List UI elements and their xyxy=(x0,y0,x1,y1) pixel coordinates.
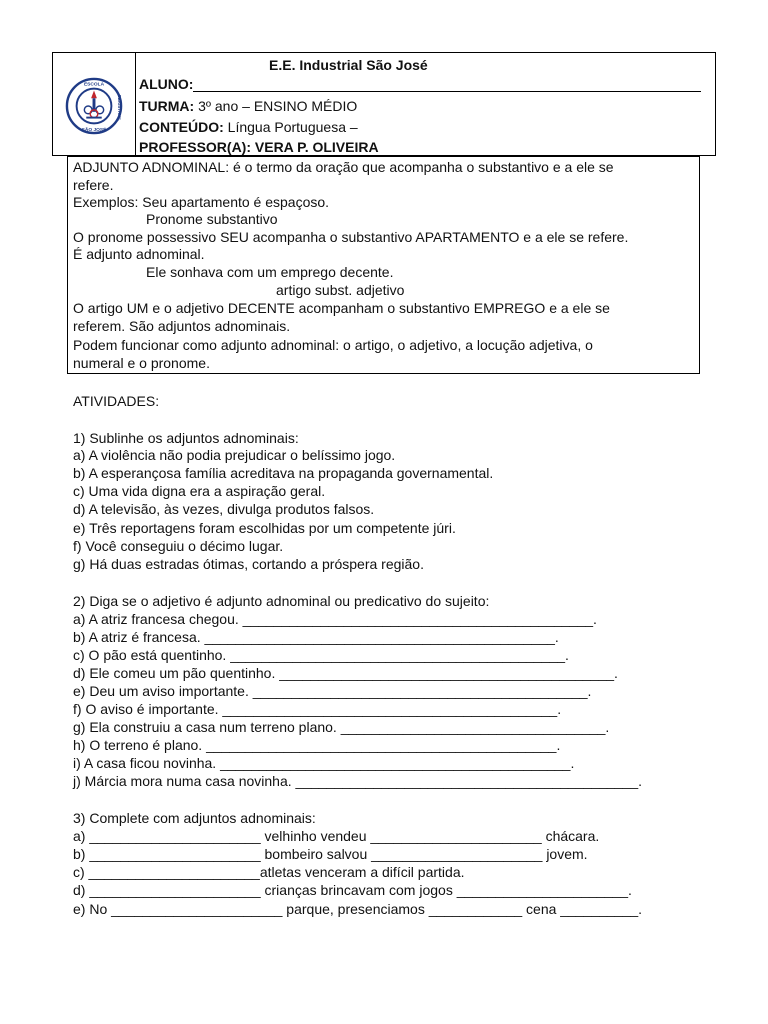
q3-item[interactable]: d) ______________________ crianças brincavam com jogos ______________________. xyxy=(73,882,632,898)
q3-item[interactable]: e) No ______________________ parque, presenciamos ____________ cena __________. xyxy=(73,901,643,917)
q2-item[interactable]: f) O aviso é importante. ___________________________________________. xyxy=(73,701,562,717)
theory-line: O artigo UM e o adjetivo DECENTE acompanham o substantivo EMPREGO e a ele se xyxy=(73,300,610,316)
q1-item: g) Há duas estradas ótimas, cortando a próspera região. xyxy=(73,556,424,572)
q3-item[interactable]: a) ______________________ velhinho vendeu ______________________ chácara. xyxy=(73,828,600,844)
q2-item[interactable]: a) A atriz francesa chegou. _____________________________________________. xyxy=(73,611,597,627)
svg-text:ESCOLA: ESCOLA xyxy=(83,82,105,88)
q2-item[interactable]: d) Ele comeu um pão quentinho. ___________________________________________. xyxy=(73,665,618,681)
school-logo-icon xyxy=(65,77,123,135)
q1-item: d) A televisão, às vezes, divulga produtos falsos. xyxy=(73,501,375,517)
theory-line: Exemplos: Seu apartamento é espaçoso. xyxy=(73,194,330,210)
theory-line: referem. São adjuntos adnominais. xyxy=(73,318,291,334)
q2-prompt: 2) Diga se o adjetivo é adjunto adnominal ou predicativo do sujeito: xyxy=(73,593,490,609)
header-table xyxy=(52,52,716,156)
q2-item[interactable]: h) O terreno é plano. _____________________________________________. xyxy=(73,737,561,753)
q3-item[interactable]: c) ______________________atletas venceram a difícil partida. xyxy=(73,864,465,880)
q3-prompt: 3) Complete com adjuntos adnominais: xyxy=(73,810,316,826)
q1-prompt: 1) Sublinhe os adjuntos adnominais: xyxy=(73,430,299,446)
turma-label: TURMA: xyxy=(139,98,195,114)
theory-line: Pronome substantivo xyxy=(146,211,278,227)
theory-line: O pronome possessivo SEU acompanha o substantivo APARTAMENTO e a ele se refere. xyxy=(73,229,629,245)
turma-value: 3º ano – ENSINO MÉDIO xyxy=(194,98,358,114)
q1-item: c) Uma vida digna era a aspiração geral. xyxy=(73,483,326,499)
theory-line: Podem funcionar como adjunto adnominal: o artigo, o adjetivo, a locução adjetiva, o xyxy=(73,337,593,353)
svg-text:INDUSTRIAL: INDUSTRIAL xyxy=(117,94,123,122)
q2-item[interactable]: i) A casa ficou novinha. _____________________________________________. xyxy=(73,755,575,771)
activities-title: ATIVIDADES: xyxy=(73,393,160,409)
conteudo-line xyxy=(139,119,358,135)
theory-line: numeral e o pronome. xyxy=(73,355,210,371)
q1-item: b) A esperançosa família acreditava na propaganda governamental. xyxy=(73,465,494,481)
q2-item[interactable]: j) Márcia mora numa casa novinha. ____________________________________________. xyxy=(73,773,643,789)
q2-item[interactable]: b) A atriz é francesa. _____________________________________________. xyxy=(73,629,559,645)
q2-item[interactable]: e) Deu um aviso importante. ___________________________________________. xyxy=(73,683,592,699)
conteudo-value: Língua Portuguesa – xyxy=(223,119,358,135)
theory-line: ADJUNTO ADNOMINAL: é o termo da oração que acompanha o substantivo e a ele se xyxy=(73,159,614,175)
q1-item: e) Três reportagens foram escolhidas por um competente júri. xyxy=(73,520,456,536)
school-name: E.E. Industrial São José xyxy=(269,57,428,73)
conteudo-label: CONTEÚDO: xyxy=(139,119,224,135)
aluno-blank[interactable] xyxy=(193,78,701,92)
theory-line: É adjunto adnominal. xyxy=(73,246,205,262)
professor-label: PROFESSOR(A): VERA P. OLIVEIRA xyxy=(139,139,379,155)
q1-item: f) Você conseguiu o décimo lugar. xyxy=(73,538,284,554)
turma-line xyxy=(139,98,357,114)
q2-item[interactable]: c) O pão está quentinho. ___________________________________________. xyxy=(73,647,569,663)
professor-line xyxy=(139,139,379,155)
aluno-line xyxy=(139,76,701,92)
q3-item[interactable]: b) ______________________ bombeiro salvou ______________________ jovem. xyxy=(73,846,588,862)
theory-line: Ele sonhava com um emprego decente. xyxy=(146,264,394,280)
aluno-label: ALUNO: xyxy=(139,76,194,92)
svg-text:SÃO JOSÉ: SÃO JOSÉ xyxy=(81,128,107,134)
q1-item: a) A violência não podia prejudicar o belíssimo jogo. xyxy=(73,447,396,463)
logo-cell xyxy=(53,53,136,155)
theory-line: artigo subst. adjetivo xyxy=(276,282,405,298)
q2-item[interactable]: g) Ela construiu a casa num terreno plano. __________________________________. xyxy=(73,719,610,735)
theory-line: refere. xyxy=(73,177,114,193)
